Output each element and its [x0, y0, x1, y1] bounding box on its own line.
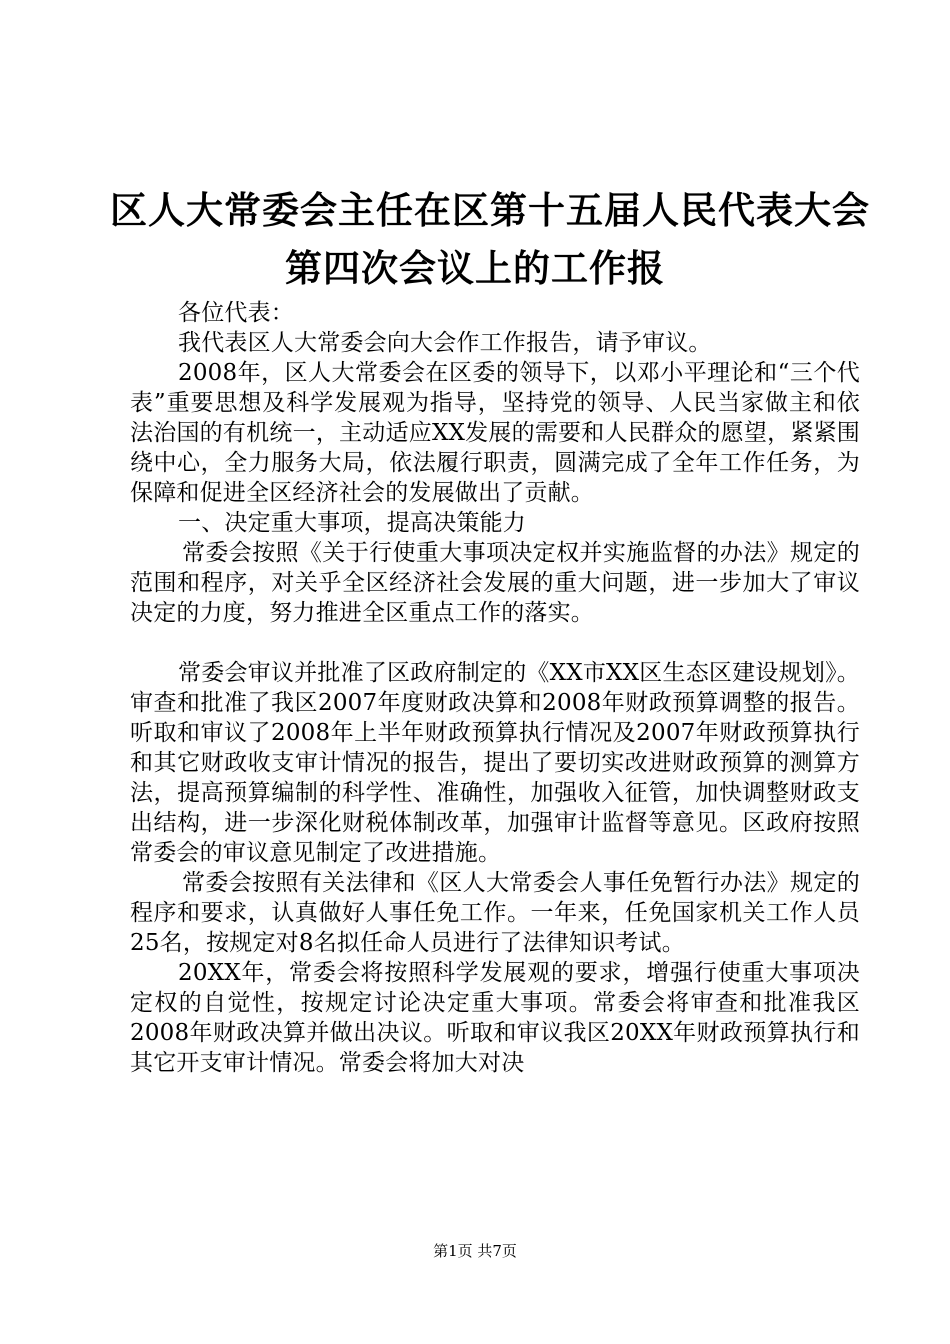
salutation: 各位代表：	[178, 300, 294, 326]
paragraph: 常委会按照《关于行使重大事项决定权并实施监督的办法》规定的范围和程序，对关乎全区经济社会发展的重大问题，进一步加大了审议决定的力度，努力推进全区重点工作的落实。	[130, 540, 860, 626]
document-title-line-1: 区人大常委会主任在区第十五届人民代表大会	[110, 189, 870, 232]
section-heading: 一、决定重大事项，提高决策能力	[178, 510, 526, 536]
page-number-footer: 第1页 共7页	[433, 1242, 517, 1260]
paragraph: 常委会审议并批准了区政府制定的《XX市XX区生态区建设规划》。审查和批准了我区2007年度财政决算和2008年财政预算调整的报告。听取和审议了2008年上半年财政预算执行情况及2007年财政预算执行和其它财政收支审计情况的报告，提出了要切实改进财政预算的测算方法，提高预算编制的科学性、准确性，加强收入征管，加快调整财政支出结构，进一步深化财税体制改革，加强审计监督等意见。区政府按照常委会的审议意见制定了改进措施。	[130, 660, 860, 866]
paragraph: 20XX年，常委会将按照科学发展观的要求，增强行使重大事项决定权的自觉性，按规定讨论决定重大事项。常委会将审查和批准我区2008年财政决算并做出决议。听取和审议我区20XX年财政预算执行和其它开支审计情况。常委会将加大对决	[130, 960, 860, 1076]
paragraph: 我代表区人大常委会向大会作工作报告，请予审议。	[178, 330, 712, 356]
blank-line	[130, 628, 860, 658]
paragraph: 2008年，区人大常委会在区委的领导下，以邓小平理论和“三个代表”重要思想及科学发展观为指导，坚持党的领导、人民当家做主和依法治国的有机统一，主动适应XX发展的需要和人民群众的愿望，紧紧围绕中心，全力服务大局，依法履行职责，圆满完成了全年工作任务，为保障和促进全区经济社会的发展做出了贡献。	[130, 360, 860, 506]
document-title-line-2: 第四次会议上的工作报	[285, 247, 665, 290]
paragraph: 常委会按照有关法律和《区人大常委会人事任免暂行办法》规定的程序和要求，认真做好人事任免工作。一年来，任免国家机关工作人员25名，按规定对8名拟任命人员进行了法律知识考试。	[130, 870, 860, 956]
document-body	[130, 298, 860, 1078]
